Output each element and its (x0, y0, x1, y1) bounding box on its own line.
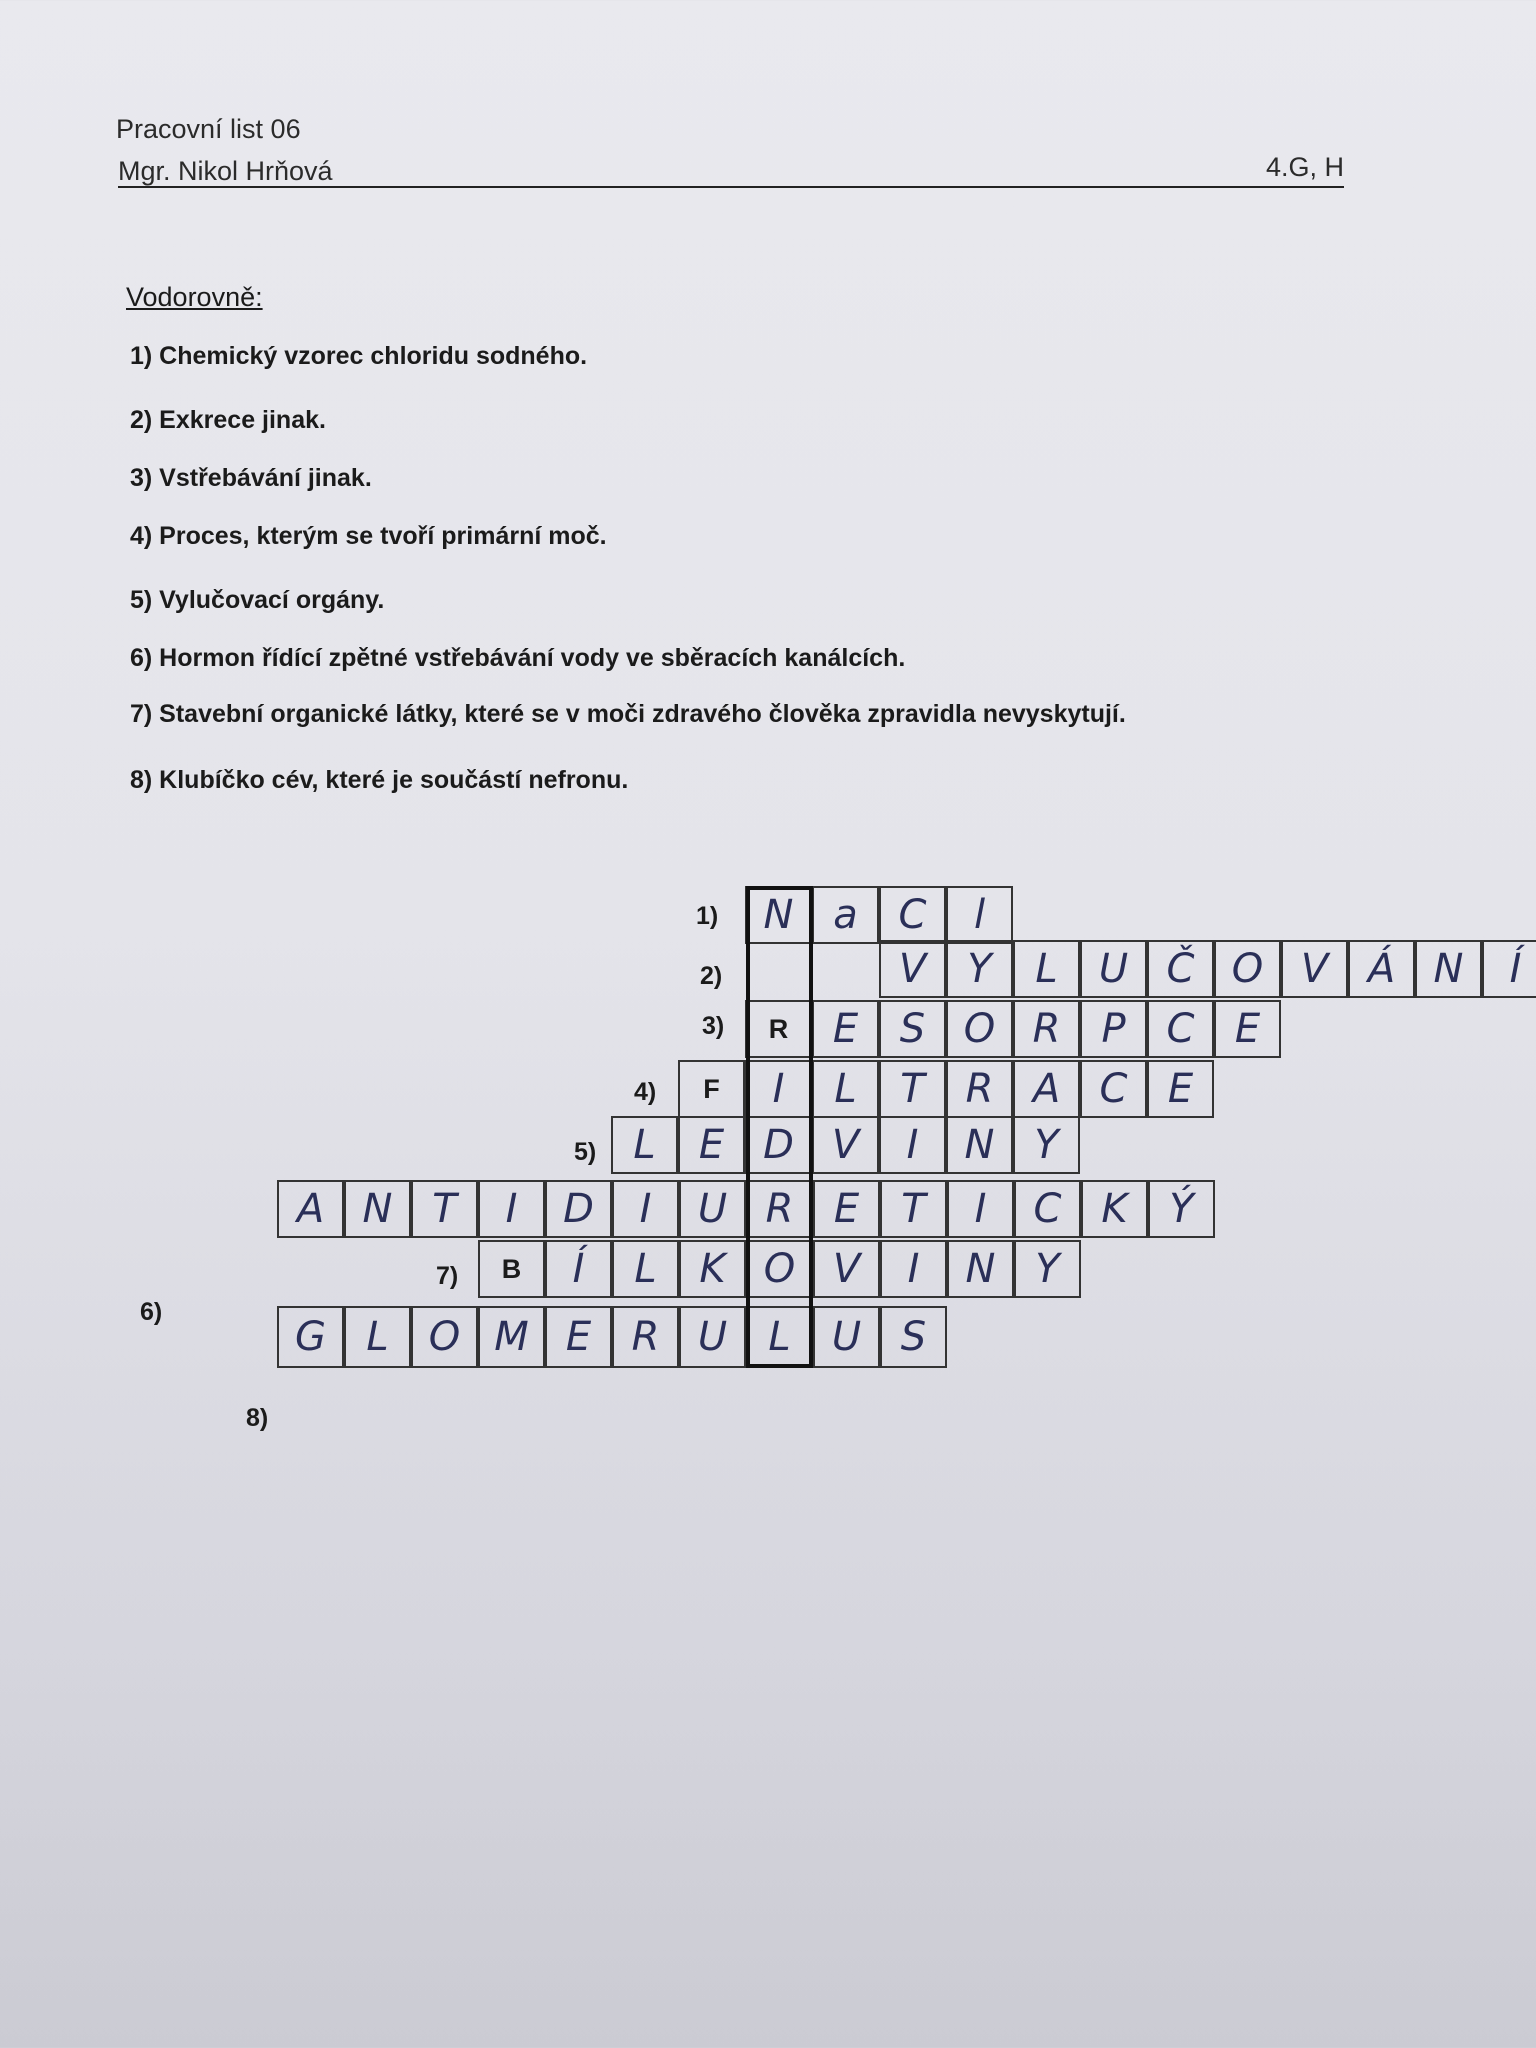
grid-cell[interactable]: V (1281, 940, 1348, 998)
grid-cell[interactable]: N (946, 1116, 1013, 1174)
grid-cell[interactable]: Č (1147, 940, 1214, 998)
grid-cell[interactable]: I (880, 1240, 947, 1298)
clue-8: 8) Klubíčko cév, které je součástí nefronu. (130, 766, 629, 794)
grid-cell[interactable]: Y (1014, 1240, 1081, 1298)
grid-cell[interactable]: E (1147, 1060, 1214, 1118)
grid-cell[interactable]: U (679, 1306, 746, 1368)
row-number-4: 4) (634, 1078, 657, 1106)
grid-cell[interactable]: D (545, 1180, 612, 1238)
grid-cell[interactable]: U (1080, 940, 1147, 998)
grid-cell[interactable]: Ý (1148, 1180, 1215, 1238)
grid-cell[interactable]: L (812, 1060, 879, 1118)
grid-cell[interactable]: I (947, 1180, 1014, 1238)
grid-cell[interactable]: E (812, 1000, 879, 1058)
grid-cell[interactable]: a (812, 886, 879, 944)
grid-cell[interactable]: l (946, 886, 1013, 944)
row-number-7: 7) (436, 1262, 459, 1290)
grid-cell[interactable]: R (745, 1000, 812, 1058)
grid-cell[interactable]: V (813, 1240, 880, 1298)
section-heading: Vodorovně: (126, 282, 263, 312)
grid-cell[interactable]: O (1214, 940, 1281, 998)
grid-cell[interactable]: L (611, 1116, 678, 1174)
grid-cell[interactable]: F (678, 1060, 745, 1118)
grid-cell[interactable]: K (679, 1240, 746, 1298)
grid-cell[interactable]: R (1013, 1000, 1080, 1058)
grid-cell[interactable]: I (478, 1180, 545, 1238)
grid-cell[interactable]: C (1014, 1180, 1081, 1238)
grid-cell[interactable]: N (1415, 940, 1482, 998)
grid-cell[interactable]: I (879, 1116, 946, 1174)
grid-cell[interactable]: R (946, 1060, 1013, 1118)
clue-2: 2) Exkrece jinak. (130, 406, 326, 434)
grid-cell[interactable]: S (879, 1000, 946, 1058)
grid-cell[interactable]: K (1081, 1180, 1148, 1238)
grid-cell[interactable]: E (545, 1306, 612, 1368)
clue-7: 7) Stavební organické látky, které se v moči zdravého člověka zpravidla nevyskytují. (130, 700, 1126, 728)
grid-cell[interactable]: I (612, 1180, 679, 1238)
row-number-5: 5) (574, 1138, 597, 1166)
grid-cell[interactable]: O (746, 1240, 813, 1298)
grid-cell[interactable]: E (1214, 1000, 1281, 1058)
row-number-2: 2) (700, 962, 723, 990)
grid-cell[interactable]: A (277, 1180, 344, 1238)
grid-cell[interactable]: L (344, 1306, 411, 1368)
grid-cell[interactable]: E (813, 1180, 880, 1238)
grid-cell[interactable]: L (746, 1306, 813, 1368)
clue-6: 6) Hormon řídící zpětné vstřebávání vody ve sběracích kanálcích. (130, 644, 906, 672)
grid-cell[interactable]: P (1080, 1000, 1147, 1058)
grid-cell[interactable]: Á (1348, 940, 1415, 998)
grid-cell[interactable]: L (612, 1240, 679, 1298)
grid-cell[interactable]: C (1080, 1060, 1147, 1118)
grid-cell[interactable]: M (478, 1306, 545, 1368)
grid-cell[interactable]: R (612, 1306, 679, 1368)
clue-5: 5) Vylučovací orgány. (130, 586, 385, 614)
grid-cell[interactable]: R (746, 1180, 813, 1238)
grid-cell[interactable]: U (813, 1306, 880, 1368)
clue-1: 1) Chemický vzorec chloridu sodného. (130, 342, 588, 370)
grid-cell[interactable]: V (879, 940, 946, 998)
teacher-name: Mgr. Nikol Hrňová (118, 156, 333, 186)
grid-cell[interactable]: Y (1013, 1116, 1080, 1174)
grid-cell[interactable]: N (745, 886, 812, 944)
grid-cell[interactable]: C (1147, 1000, 1214, 1058)
row-number-3: 3) (702, 1012, 725, 1040)
grid-cell[interactable]: N (947, 1240, 1014, 1298)
grid-cell[interactable]: O (411, 1306, 478, 1368)
grid-cell[interactable]: C (879, 886, 946, 944)
clue-4: 4) Proces, kterým se tvoří primární moč. (130, 522, 607, 550)
grid-cell[interactable]: T (880, 1180, 947, 1238)
grid-cell[interactable]: T (411, 1180, 478, 1238)
class-label: 4.G, H (1266, 152, 1345, 182)
grid-cell[interactable]: Y (946, 940, 1013, 998)
row-number-8: 8) (246, 1404, 269, 1432)
grid-cell[interactable]: Í (1482, 940, 1536, 998)
worksheet-title: Pracovní list 06 (116, 114, 301, 144)
grid-cell[interactable]: L (1013, 940, 1080, 998)
grid-cell[interactable] (812, 940, 879, 998)
grid-cell[interactable]: E (678, 1116, 745, 1174)
header-rule (118, 186, 1344, 188)
grid-cell[interactable]: T (879, 1060, 946, 1118)
grid-cell[interactable]: S (880, 1306, 947, 1368)
grid-cell[interactable]: G (277, 1306, 344, 1368)
grid-cell[interactable]: I (745, 1060, 812, 1118)
grid-cell[interactable]: O (946, 1000, 1013, 1058)
grid-cell[interactable]: N (344, 1180, 411, 1238)
row-number-1: 1) (696, 902, 719, 930)
grid-cell[interactable]: B (478, 1240, 545, 1298)
grid-cell[interactable]: U (679, 1180, 746, 1238)
grid-cell[interactable]: D (745, 1116, 812, 1174)
grid-cell[interactable]: Í (545, 1240, 612, 1298)
row-number-6: 6) (140, 1298, 163, 1326)
clue-3: 3) Vstřebávání jinak. (130, 464, 372, 492)
grid-cell[interactable]: V (812, 1116, 879, 1174)
grid-cell[interactable]: A (1013, 1060, 1080, 1118)
